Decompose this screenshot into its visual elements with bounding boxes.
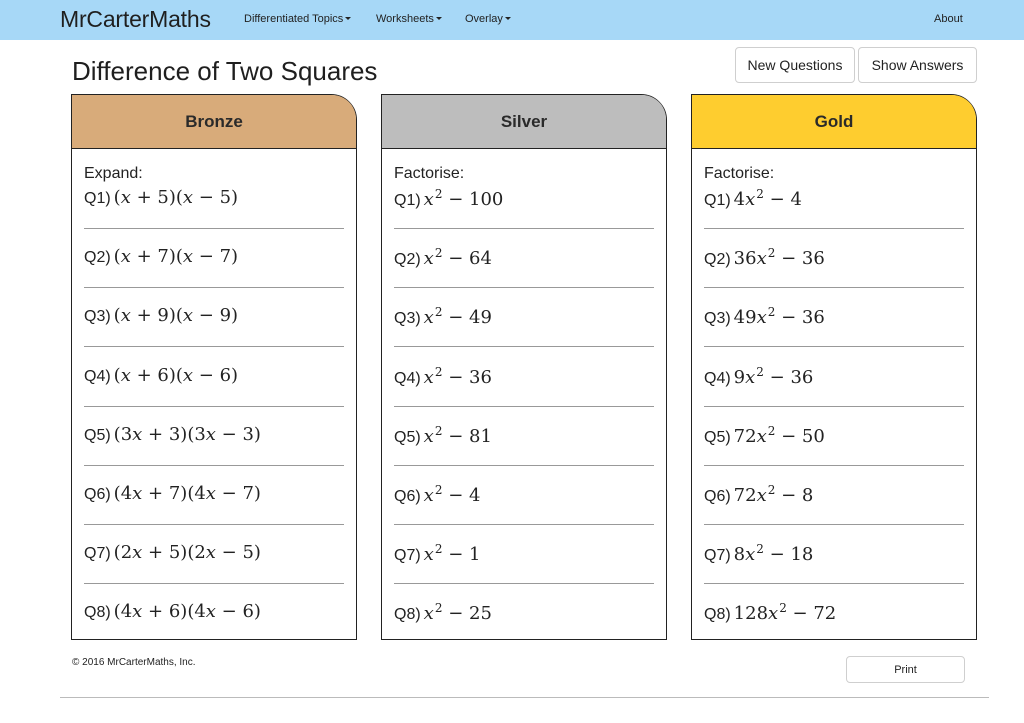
question-item [84,483,261,504]
variable: x [423,366,434,388]
nav-overlay-label: Overlay [465,13,503,25]
variable: x [182,305,194,327]
question-expression [423,364,492,388]
silver-card [381,94,667,640]
variable: x [132,483,143,504]
question-expression [114,305,238,326]
variable: x [205,423,216,445]
nav-worksheets[interactable] [376,13,442,25]
exponent: 2 [434,542,443,557]
question-divider [84,346,344,347]
expression-text: − 49 [442,307,492,329]
question-expression [424,307,492,328]
expression-text: (4 [113,601,133,623]
exponent: 2 [434,187,443,201]
variable: x [756,425,767,447]
instruction-text: Factorise: [704,165,775,182]
expression-text: + 5)(2 [142,542,206,564]
expression-text: + 7)(4 [142,483,206,504]
question-item [394,187,503,210]
expression-text: − 6) [215,601,261,623]
question-item [84,424,261,445]
question-item [704,483,813,506]
question-expression [114,365,238,386]
expression-text: + 9)( [130,305,183,327]
instruction-text: Expand: [84,165,143,182]
expression-text: − 3) [215,423,261,445]
question-item [84,542,261,563]
question-number: Q6) [394,488,421,505]
expression-text: − 1 [442,544,481,566]
question-item [84,365,238,386]
expression-text: 8 [733,544,746,566]
exponent: 2 [434,601,443,616]
question-expression [734,485,814,506]
question-number: Q8) [394,606,421,624]
question-item [394,601,492,624]
print-button[interactable]: Print [846,656,965,683]
question-divider [394,346,654,347]
variable: x [756,307,767,329]
question-expression [734,544,814,565]
expression-text: − 7) [215,483,261,504]
variable: x [132,542,143,564]
variable: x [745,544,756,566]
variable: x [756,485,767,506]
expression-text: + 5)( [130,187,183,208]
question-expression [114,601,261,622]
expression-text: + 6)( [130,364,183,386]
exponent: 2 [434,246,443,261]
expression-text: − 5) [215,542,261,564]
expression-text: ( [113,364,121,386]
variable: x [205,483,216,504]
question-divider [704,228,964,229]
expression-text: − 18 [763,544,814,566]
variable: x [423,425,434,447]
expression-text: − 4 [442,485,481,506]
expression-text: − 36 [775,248,825,270]
expression-text: 4 [733,189,746,210]
variable: x [132,423,143,445]
question-item [704,601,836,624]
expression-text: − 72 [786,603,837,625]
question-expression [114,542,261,563]
question-item [394,542,480,565]
expression-text: − 6) [193,364,239,386]
question-item [84,187,238,208]
expression-text: − 7) [193,246,239,268]
expression-text: − 36 [775,307,825,329]
expression-text: (3 [113,423,133,445]
variable: x [423,189,434,210]
question-expression [114,483,261,504]
nav-differentiated-topics-label: Differentiated Topics [244,13,344,25]
expression-text: (2 [113,542,133,564]
gold-card-header: Gold [692,95,976,149]
expression-text: + 7)( [130,246,183,268]
question-number: Q5) [394,428,421,446]
bronze-card-header: Bronze [72,95,356,149]
question-divider [704,346,964,347]
question-number: Q3) [704,310,731,328]
variable: x [182,187,194,208]
variable: x [423,544,434,566]
expression-text: − 8 [775,485,814,506]
chevron-down-icon [505,17,511,20]
expression-text: ( [113,305,121,327]
show-answers-button[interactable]: Show Answers [858,47,977,83]
question-number: Q3) [394,310,421,328]
variable: x [745,366,756,388]
variable: x [756,248,767,270]
exponent: 2 [756,364,764,379]
variable: x [120,305,131,327]
page-title: Difference of Two Squares [72,56,378,86]
expression-text: − 81 [442,425,492,447]
question-divider [704,524,964,525]
variable: x [423,485,434,506]
chevron-down-icon [436,17,442,20]
question-expression [734,603,837,624]
exponent: 2 [767,423,776,438]
variable: x [120,364,131,386]
silver-card-header: Silver [382,95,666,149]
question-divider [394,287,654,288]
variable: x [120,187,131,208]
question-number: Q1) [704,192,731,209]
expression-text: − 9) [193,305,239,327]
question-divider [394,524,654,525]
question-expression [424,603,492,624]
question-number: Q2) [704,251,731,269]
question-number: Q2) [394,251,421,269]
variable: x [768,603,779,625]
question-divider [394,406,654,407]
question-expression [734,248,825,269]
variable: x [423,248,434,270]
question-number: Q1) [84,190,111,207]
question-number: Q6) [704,488,731,505]
exponent: 2 [756,187,764,201]
variable: x [132,601,143,623]
question-divider [84,465,344,466]
expression-text: 49 [733,307,757,329]
question-divider [84,524,344,525]
variable: x [745,189,756,210]
expression-text: − 4 [763,189,802,210]
exponent: 2 [767,246,776,261]
question-item [704,305,825,328]
variable: x [120,246,131,268]
exponent: 2 [767,305,776,320]
question-expression [733,423,825,447]
expression-text: − 64 [442,248,492,270]
expression-text: − 50 [775,425,825,447]
copyright-text: © 2016 MrCarterMaths, Inc. [72,657,196,668]
exponent: 2 [779,601,787,616]
expression-text: 72 [733,425,757,447]
question-number: Q7) [84,545,111,563]
expression-text: − 5) [193,187,239,208]
question-divider [704,287,964,288]
question-divider [394,583,654,584]
question-item [704,246,825,269]
variable: x [205,542,216,564]
question-number: Q4) [84,367,111,385]
question-divider [84,583,344,584]
question-divider [704,406,964,407]
question-divider [84,287,344,288]
variable: x [182,246,194,268]
question-expression [424,248,492,269]
new-questions-button[interactable]: New Questions [735,47,855,83]
question-expression [114,424,261,445]
expression-text: 128 [733,603,769,625]
question-number: Q2) [84,249,111,267]
question-number: Q7) [704,547,731,565]
question-item [84,305,238,326]
question-number: Q7) [394,547,421,565]
question-expression [733,364,814,388]
question-item [84,246,238,267]
question-expression [734,189,802,210]
nav-worksheets-label: Worksheets [376,13,434,25]
question-expression [114,246,238,267]
question-item [394,424,492,447]
question-divider [394,228,654,229]
question-number: Q5) [84,426,111,444]
variable: x [423,603,434,625]
question-item [394,246,492,269]
expression-text: − 36 [442,366,492,388]
question-divider [84,406,344,407]
question-item [704,424,825,447]
nav-differentiated-topics[interactable] [244,13,351,25]
question-number: Q4) [394,369,421,387]
exponent: 2 [434,483,443,497]
expression-text: 72 [733,485,757,506]
question-number: Q4) [704,369,731,387]
question-expression [734,307,825,328]
question-divider [394,465,654,466]
navbar [0,0,1024,40]
exponent: 2 [767,483,776,497]
exponent: 2 [756,542,764,557]
question-number: Q8) [84,604,111,622]
divider [60,697,989,698]
question-number: Q3) [84,308,111,326]
question-expression [423,423,492,447]
question-item [704,187,802,210]
question-expression [424,544,481,565]
expression-text: − 36 [763,366,814,388]
question-number: Q8) [704,606,731,624]
expression-text: (4 [113,483,133,504]
expression-text: − 25 [442,603,492,625]
question-item [84,601,261,622]
question-expression [114,187,238,208]
question-item [394,305,492,328]
chevron-down-icon [345,17,351,20]
variable: x [205,601,216,623]
variable: x [423,307,434,329]
expression-text: 9 [733,366,746,388]
exponent: 2 [434,364,443,379]
bronze-card [71,94,357,640]
question-expression [424,189,504,210]
expression-text: 36 [733,248,757,270]
exponent: 2 [434,305,443,320]
nav-about[interactable]: About [934,13,963,25]
gold-card [691,94,977,640]
question-divider [704,465,964,466]
question-expression [424,485,481,506]
expression-text: + 3)(3 [142,423,206,445]
question-item [704,365,813,388]
question-divider [704,583,964,584]
question-item [394,483,480,506]
instruction-text: Factorise: [394,165,465,182]
question-number: Q6) [84,486,111,503]
expression-text: ( [113,187,121,208]
variable: x [182,364,194,386]
brand-logo[interactable]: MrCarterMaths [60,6,211,32]
question-number: Q5) [704,428,731,446]
question-item [704,542,813,565]
question-divider [84,228,344,229]
expression-text: − 100 [442,189,504,210]
expression-text: + 6)(4 [142,601,206,623]
question-item [394,365,492,388]
exponent: 2 [434,423,443,438]
question-number: Q1) [394,192,421,209]
expression-text: ( [113,246,121,268]
nav-overlay[interactable] [465,13,511,25]
